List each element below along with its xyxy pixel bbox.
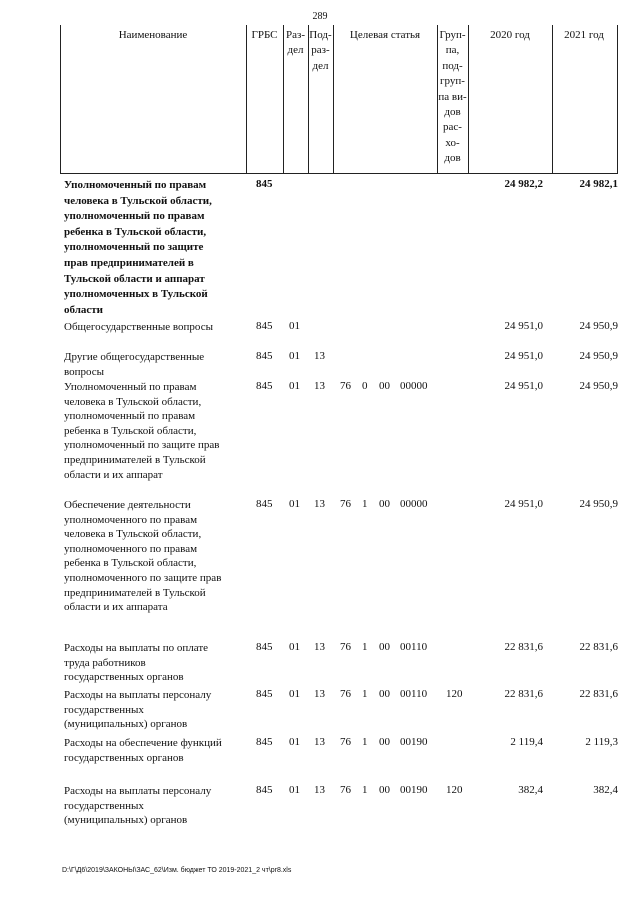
cell-name-line: Расходы на выплаты по оплате xyxy=(64,642,209,654)
cell-target-program: 76 xyxy=(340,498,351,510)
column-divider xyxy=(333,25,334,173)
cell-name-line: уполномоченный по правам xyxy=(64,410,196,423)
cell-name-line: ребенка в Тульской области, xyxy=(64,424,197,437)
cell-grbs: 845 xyxy=(256,498,273,510)
cell-name-line: предпринимателей в Тульской xyxy=(64,586,206,599)
cell-2021: 24 950,9 xyxy=(579,320,618,332)
header-target-article: Целевая статья xyxy=(349,29,421,41)
cell-name xyxy=(64,784,248,828)
header-group-line: груп- xyxy=(440,75,465,88)
cell-target-expense: 00110 xyxy=(400,641,428,653)
header-group-line: па, xyxy=(445,44,460,57)
header-podrazdel-line: Под- xyxy=(309,29,332,41)
cell-name xyxy=(64,350,248,379)
cell-name-line: Тульской области и аппарат xyxy=(64,272,205,285)
cell-name-line: Уполномоченный по правам xyxy=(64,179,207,191)
page-number: 289 xyxy=(312,11,328,22)
cell-name-line: человека в Тульской области, xyxy=(64,194,212,207)
cell-target-subprogram: 1 xyxy=(362,688,368,700)
cell-2021: 24 950,9 xyxy=(579,380,618,392)
cell-target-direction: 00 xyxy=(379,498,390,510)
cell-name-line: труда работников xyxy=(64,656,146,669)
cell-name-line: уполномоченный по правам xyxy=(64,210,205,223)
cell-razdel: 01 xyxy=(289,380,300,392)
cell-target-subprogram: 1 xyxy=(362,784,368,796)
file-path-footer: D:\Г\Д6\2019\ЗАКОНЫ\ЗАС_62\Изм. бюджет ТО 2019-2021_2 чт\pr8.xls xyxy=(62,867,292,874)
cell-2021: 22 831,6 xyxy=(579,641,618,653)
cell-podrazdel: 13 xyxy=(314,641,325,653)
header-podrazdel-line: раз- xyxy=(311,44,330,57)
cell-name-line: Расходы на выплаты персоналу xyxy=(64,689,212,701)
cell-name-line: Общегосударственные вопросы xyxy=(64,321,213,333)
header-podrazdel-line: дел xyxy=(312,59,329,72)
cell-2020: 24 951,0 xyxy=(504,350,543,362)
table-header-frame xyxy=(60,25,618,174)
cell-name-line: человека в Тульской области, xyxy=(64,395,202,408)
cell-2020: 24 951,0 xyxy=(504,320,543,332)
cell-grbs: 845 xyxy=(256,350,273,362)
header-group-line: рас- xyxy=(443,121,462,134)
cell-razdel: 01 xyxy=(289,320,300,332)
cell-razdel: 01 xyxy=(289,498,300,510)
cell-podrazdel: 13 xyxy=(314,498,325,510)
cell-grbs: 845 xyxy=(256,736,273,748)
cell-group: 120 xyxy=(446,688,463,700)
cell-target-subprogram: 1 xyxy=(362,641,368,653)
cell-name-line: области и их аппарата xyxy=(64,601,168,614)
cell-2020: 24 982,2 xyxy=(504,178,543,190)
cell-target-program: 76 xyxy=(340,380,351,392)
cell-name xyxy=(64,498,248,615)
cell-target-direction: 00 xyxy=(379,380,390,392)
cell-2020: 2 119,4 xyxy=(510,736,543,748)
cell-name-line: Обеспечение деятельности xyxy=(64,499,191,511)
cell-podrazdel: 13 xyxy=(314,350,325,362)
cell-name-line: человека в Тульской области, xyxy=(64,528,202,541)
cell-name-line: уполномоченный по защите xyxy=(64,241,204,254)
cell-podrazdel: 13 xyxy=(314,688,325,700)
column-divider xyxy=(468,25,469,173)
cell-grbs: 845 xyxy=(256,641,273,653)
cell-name-line: государственных xyxy=(64,703,144,716)
header-razdel-line: Раз- xyxy=(285,29,305,41)
cell-2020: 22 831,6 xyxy=(504,688,543,700)
cell-podrazdel: 13 xyxy=(314,784,325,796)
cell-razdel: 01 xyxy=(289,350,300,362)
cell-target-subprogram: 1 xyxy=(362,736,368,748)
cell-grbs: 845 xyxy=(256,784,273,796)
cell-name-line: уполномоченного по правам xyxy=(64,542,198,555)
cell-target-program: 76 xyxy=(340,784,351,796)
header-grbs: ГРБС xyxy=(251,29,278,41)
header-group-line: дов xyxy=(444,152,461,165)
cell-name-line: Расходы на выплаты персоналу xyxy=(64,785,212,797)
header-razdel xyxy=(283,28,308,59)
cell-name-line: (муниципальных) органов xyxy=(64,814,188,827)
cell-target-direction: 00 xyxy=(379,736,390,748)
cell-name xyxy=(64,688,248,732)
cell-grbs: 845 xyxy=(256,688,273,700)
cell-2021: 24 950,9 xyxy=(579,350,618,362)
cell-name-line: Расходы на обеспечение функций xyxy=(64,737,222,749)
cell-grbs: 845 xyxy=(256,380,273,392)
cell-2021: 24 982,1 xyxy=(579,178,618,190)
cell-target-program: 76 xyxy=(340,736,351,748)
cell-grbs: 845 xyxy=(256,178,273,190)
cell-podrazdel: 13 xyxy=(314,380,325,392)
cell-name-line: уполномоченного по правам xyxy=(64,513,198,526)
header-podrazdel xyxy=(308,28,333,74)
cell-target-subprogram: 1 xyxy=(362,498,368,510)
cell-name-line: государственных xyxy=(64,799,144,812)
cell-2021: 382,4 xyxy=(593,784,618,796)
cell-name xyxy=(64,380,248,482)
column-divider xyxy=(552,25,553,173)
cell-target-expense: 00190 xyxy=(400,784,428,796)
cell-name-line: области и их аппарат xyxy=(64,468,163,481)
cell-razdel: 01 xyxy=(289,736,300,748)
header-2021: 2021 год xyxy=(564,29,604,41)
cell-name-line: уполномоченный по защите прав xyxy=(64,439,220,452)
cell-2021: 2 119,3 xyxy=(585,736,618,748)
cell-grbs: 845 xyxy=(256,320,273,332)
cell-target-direction: 00 xyxy=(379,688,390,700)
header-group-line: Груп- xyxy=(439,29,466,41)
cell-2020: 24 951,0 xyxy=(504,498,543,510)
cell-target-direction: 00 xyxy=(379,641,390,653)
header-group-line: под- xyxy=(442,59,463,72)
cell-target-program: 76 xyxy=(340,688,351,700)
cell-name-line: ребенка в Тульской области, xyxy=(64,225,207,238)
cell-podrazdel: 13 xyxy=(314,736,325,748)
cell-2020: 24 951,0 xyxy=(504,380,543,392)
cell-razdel: 01 xyxy=(289,641,300,653)
cell-name xyxy=(64,178,248,318)
cell-2020: 22 831,6 xyxy=(504,641,543,653)
cell-name-line: прав предпринимателей в xyxy=(64,256,194,269)
cell-name-line: ребенка в Тульской области, xyxy=(64,557,197,570)
header-2020: 2020 год xyxy=(490,29,530,41)
header-group-line: па ви- xyxy=(438,90,467,103)
column-divider xyxy=(246,25,247,173)
cell-target-expense: 00110 xyxy=(400,688,428,700)
cell-name-line: (муниципальных) органов xyxy=(64,718,188,731)
cell-name xyxy=(64,736,248,765)
cell-name-line: Уполномоченный по правам xyxy=(64,381,197,393)
cell-target-expense: 00000 xyxy=(400,498,428,510)
cell-name-line: государственных органов xyxy=(64,751,184,764)
cell-name-line: предпринимателей в Тульской xyxy=(64,453,206,466)
cell-target-program: 76 xyxy=(340,641,351,653)
cell-razdel: 01 xyxy=(289,688,300,700)
cell-2020: 382,4 xyxy=(518,784,543,796)
header-group-line: хо- xyxy=(445,136,460,149)
cell-razdel: 01 xyxy=(289,784,300,796)
cell-name-line: государственных органов xyxy=(64,671,184,684)
cell-target-expense: 00000 xyxy=(400,380,428,392)
cell-name-line: уполномоченных в Тульской xyxy=(64,288,208,301)
cell-target-subprogram: 0 xyxy=(362,380,368,392)
header-name: Наименование xyxy=(118,29,188,41)
cell-name-line: Другие общегосударственные xyxy=(64,351,205,363)
cell-name-line: области xyxy=(64,303,104,316)
header-expense-group xyxy=(437,28,468,167)
header-razdel-line: дел xyxy=(287,44,304,57)
cell-target-direction: 00 xyxy=(379,784,390,796)
cell-name xyxy=(64,320,248,335)
cell-name-line: вопросы xyxy=(64,365,105,378)
cell-name xyxy=(64,641,248,685)
header-group-line: дов xyxy=(444,106,461,119)
cell-2021: 24 950,9 xyxy=(579,498,618,510)
cell-2021: 22 831,6 xyxy=(579,688,618,700)
cell-group: 120 xyxy=(446,784,463,796)
cell-name-line: уполномоченного по защите прав xyxy=(64,571,222,584)
cell-target-expense: 00190 xyxy=(400,736,428,748)
